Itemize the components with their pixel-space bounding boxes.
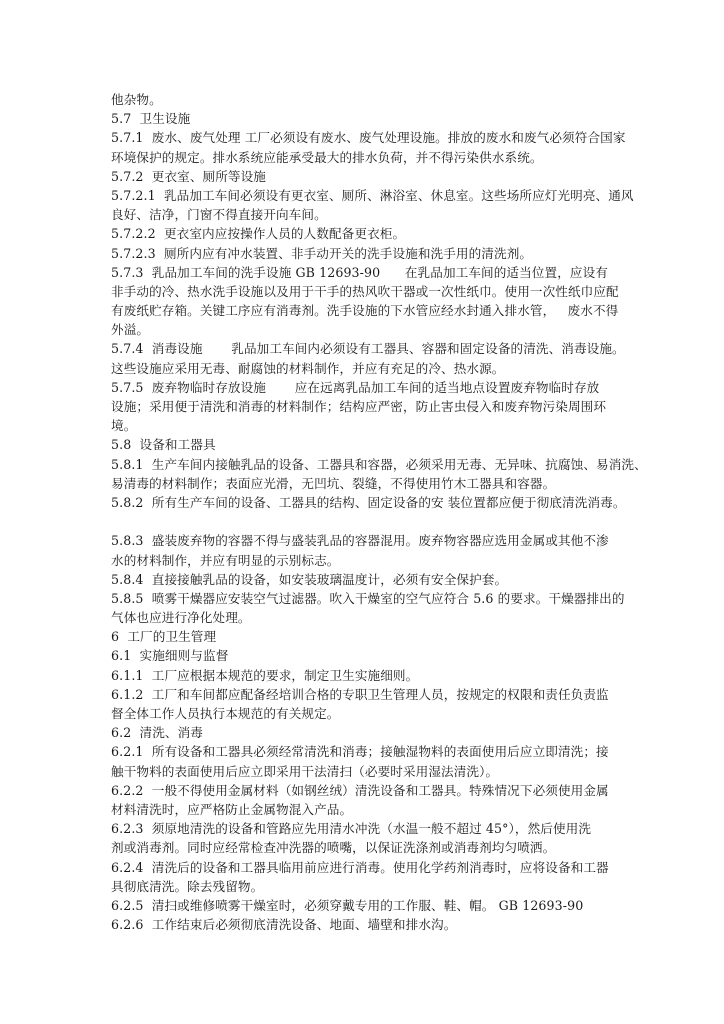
text-line: 6.2.1 所有设备和工器具必须经常清洗和消毒；接触湿物料的表面使用后应立即清洗；接: [111, 744, 609, 760]
text-line: 5.7.5 废弃物临时存放设施 应在远离乳品加工车间的适当地点设置废弃物临时存放: [111, 379, 600, 395]
text-line: 6.2.4 清洗后的设备和工器具临用前应进行消毒。使用化学药剂消毒时，应将设备和工器: [111, 859, 609, 875]
text-line: 有废纸贮存箱。关键工序应有消毒剂。洗手设施的下水管应经水封通入排水管， 废水不得: [111, 303, 619, 319]
section-heading: 5.8 设备和工器具: [111, 437, 216, 453]
section-heading: 6.2 清洗、消毒: [111, 725, 204, 741]
text-line: 设施；采用便于清洗和消毒的材料制作；结构应严密，防止害虫侵入和废弃物污染周围环: [111, 399, 607, 414]
section-heading: 6.1 实施细则与监督: [111, 648, 229, 664]
text-line: 6.2.6 工作结束后必须彻底清洗设备、地面、墙壁和排水沟。: [111, 917, 457, 933]
text-line: 外溢。: [111, 322, 150, 338]
text-line: 触干物料的表面使用后应立即采用干法清扫（必要时采用湿法清洗）。: [111, 763, 499, 779]
text-line: 他杂物。: [111, 92, 162, 107]
text-line: 气体也应进行净化处理。: [111, 610, 251, 626]
text-line: 良好、洁净，门窗不得直接开向车间。: [111, 207, 327, 223]
text-line: 易清毒的材料制作；表面应光滑，无凹坑、裂缝，不得使用竹木工器具和容器。: [111, 475, 556, 491]
text-line: 这些设施应采用无毒、耐腐蚀的材料制作，并应有充足的冷、热水源。: [111, 360, 505, 376]
text-line: 5.7.1 废水、废气处理 工厂必须设有废水、废气处理设施。排放的废水和废气必须符合国家: [111, 130, 626, 146]
text-line: 5.8.2 所有生产车间的设备、工器具的结构、固定设备的安 装位置都应便于彻底清洗消毒。: [111, 494, 626, 510]
text-line: 5.8.3 盛装废弃物的容器不得与盛装乳品的容器混用。废弃物容器应选用金属或其他不渗: [111, 533, 609, 549]
text-line: 督全体工作人员执行本规范的有关规定。: [111, 706, 340, 721]
text-line: 6.1.2 工厂和车间都应配备经培训合格的专职卫生管理人员，按规定的权限和责任负责监: [111, 686, 609, 702]
text-line: 5.7.3 乳品加工车间的洗手设施 GB 12693-90 在乳品加工车间的适当位置，应设有: [111, 264, 608, 280]
text-line: 6.2.3 须原地清洗的设备和管路应先用清水冲洗（水温一般不超过 45°），然后使用洗: [111, 821, 592, 837]
text-line: 5.8.1 生产车间内接触乳品的设备、工器具和容器，必须采用无毒、无异味、抗腐蚀、易消洗、: [111, 456, 647, 472]
text-line: 5.7.2.1 乳品加工车间必须设有更衣室、厕所、淋浴室、休息室。这些场所应灯光明亮、通风: [111, 187, 634, 203]
text-line: 5.8.4 直接接触乳品的设备，如安装玻璃温度计，必须有安全保护套。: [111, 571, 508, 587]
text-line: 环境保护的规定。排水系统应能承受最大的排水负荷，并不得污染供水系统。: [111, 149, 543, 165]
text-line: 5.8.5 喷雾干燥器应安装空气过滤器。吹入干燥室的空气应符合 5.6 的要求。干燥器排出的: [111, 590, 625, 606]
chapter-heading: 6 工厂的卫生管理: [111, 629, 217, 645]
text-line: 水的材料制作，并应有明显的示别标志。: [111, 552, 340, 568]
text-line: 6.1.1 工厂应根据本规范的要求，制定卫生实施细则。: [111, 667, 419, 683]
text-line: 5.7.2.3 厕所内应有冲水装置、非手动开关的洗手设施和洗手用的清洗剂。: [111, 245, 533, 261]
text-line: 具彻底清洗。除去残留物。: [111, 878, 264, 894]
text-line: 5.7.4 消毒设施 乳品加工车间内必须设有工器具、容器和固定设备的清洗、消毒设施。: [111, 341, 625, 357]
text-line: 6.2.2 一般不得使用金属材料（如钢丝绒）清洗设备和工器具。特殊情况下必须使用金属: [111, 782, 609, 798]
text-line: 非手动的冷、热水洗手设施以及用于干手的热风吹干器或一次性纸巾。使用一次性纸巾应配: [111, 283, 619, 299]
section-heading: 5.7 卫生设施: [111, 111, 191, 127]
section-heading: 5.7.2 更衣室、厕所等设施: [111, 168, 266, 184]
text-line: 剂或消毒剂。同时应经常检查冲洗器的喷嘴，以保证洗涤剂或消毒剂均匀喷洒。: [111, 840, 556, 856]
document-page: [111, 90, 647, 934]
text-line: 境。: [111, 418, 137, 434]
blank-line: [111, 512, 631, 531]
text-line: 6.2.5 清扫或维修喷雾干燥室时，必须穿戴专用的工作服、鞋、帽。 GB 12693-90: [111, 897, 584, 913]
text-line: 5.7.2.2 更衣室内应按操作人员的人数配备更衣柜。: [111, 226, 406, 242]
text-line: 材料清洗时，应严格防止金属物混入产品。: [111, 801, 353, 817]
